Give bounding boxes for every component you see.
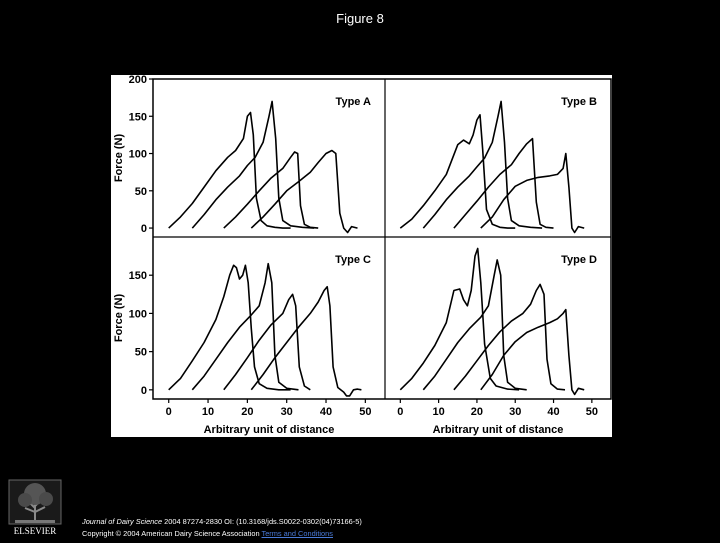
force-curve <box>454 284 565 389</box>
force-curve <box>192 264 298 390</box>
force-curve <box>423 260 526 390</box>
y-axis-title-bottom: Force (N) <box>113 293 125 343</box>
force-curve <box>481 154 584 233</box>
x-axis-right-tick-label: 10 <box>432 406 445 418</box>
x-axis-right-tick-label: 40 <box>547 406 560 418</box>
force-curve <box>454 139 554 229</box>
elsevier-logo <box>5 478 65 538</box>
x-axis-left-tick-label: 10 <box>201 406 215 418</box>
copyright-line <box>82 527 362 541</box>
y-axis-top-tick-label: 100 <box>128 148 147 161</box>
x-axis-left-tick-label: 30 <box>280 406 293 418</box>
panel-label: Type B <box>561 96 597 108</box>
panel-label: Type D <box>561 254 597 266</box>
force-curve <box>224 294 310 390</box>
terms-link[interactable]: Terms and Conditions <box>261 529 333 538</box>
elsevier-tree-icon <box>5 478 65 538</box>
panel-label: Type A <box>335 96 371 108</box>
x-axis-left-tick-label: 20 <box>241 406 254 418</box>
force-curve <box>192 101 314 228</box>
panel-label: Type C <box>335 254 371 266</box>
x-axis-left-title: Arbitrary unit of distance <box>203 424 335 436</box>
x-axis-left-tick-label: 50 <box>359 406 372 418</box>
force-curve <box>251 287 361 396</box>
force-curve <box>251 151 357 233</box>
logo-text: ELSEVIER <box>13 526 57 536</box>
x-axis-right-tick-label: 20 <box>470 406 484 418</box>
figure-title: Figure 8 <box>336 11 384 26</box>
y-axis-top-tick-label: 50 <box>134 185 147 198</box>
x-axis-right-tick-label: 30 <box>509 406 522 418</box>
x-axis-right-title: Arbitrary unit of distance <box>432 424 564 436</box>
y-axis-top-tick-label: 150 <box>128 111 147 124</box>
y-axis-bottom-tick-label: 150 <box>128 270 147 283</box>
y-axis-bottom-tick-label: 0 <box>140 384 147 397</box>
x-axis-right-tick-label: 0 <box>397 406 404 418</box>
force-curve <box>400 115 515 228</box>
journal-name: Journal of Dairy Science <box>82 517 163 526</box>
force-curve <box>481 310 584 395</box>
y-axis-title-top: Force (N) <box>113 133 125 183</box>
footer <box>82 515 362 541</box>
y-axis-top-tick-label: 200 <box>128 75 147 86</box>
y-axis-top-tick-label: 0 <box>140 223 147 236</box>
force-distance-chart <box>111 75 612 437</box>
force-curve <box>224 152 318 228</box>
force-curve <box>423 101 542 228</box>
x-axis-left-tick-label: 40 <box>319 406 333 418</box>
citation-text: 2004 87274-2830 OI: (10.3168/jds.S0022-0302(04)73166-5) <box>162 517 362 526</box>
copyright-text: Copyright © 2004 American Dairy Science Association <box>82 529 260 538</box>
figure-panel <box>111 75 612 437</box>
x-axis-left-tick-label: 0 <box>165 406 172 418</box>
y-axis-bottom-tick-label: 100 <box>128 308 147 321</box>
force-curve <box>400 249 519 390</box>
force-curve <box>169 113 291 229</box>
y-axis-bottom-tick-label: 50 <box>134 346 147 359</box>
x-axis-right-tick-label: 50 <box>585 406 598 418</box>
